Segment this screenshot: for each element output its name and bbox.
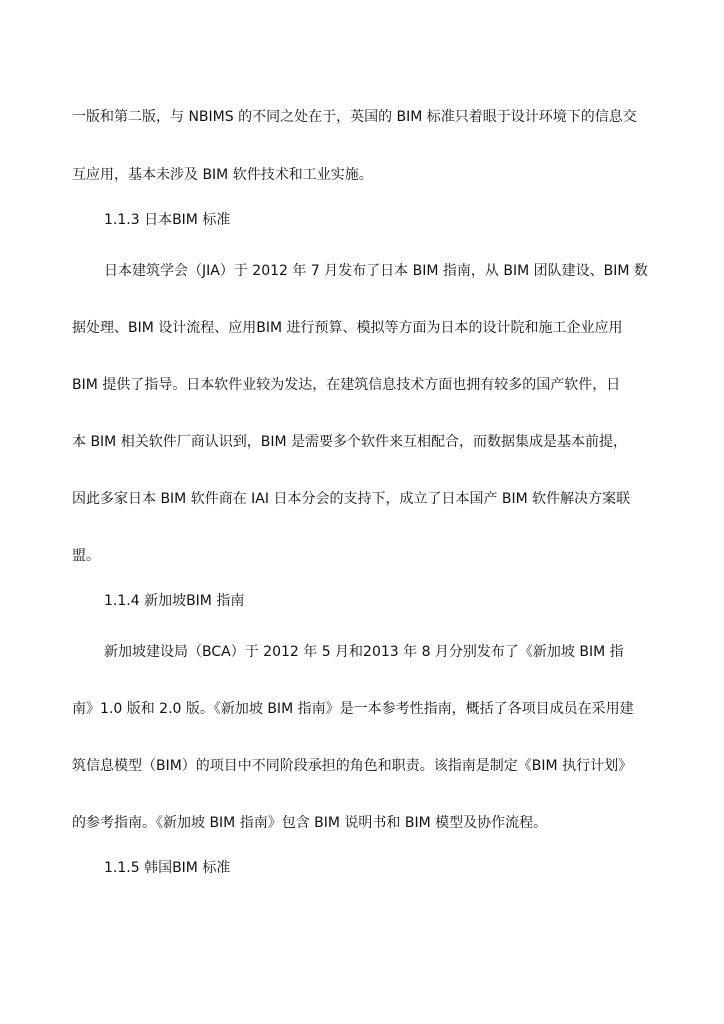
paragraph-line: 新加坡建设局（BCA）于 2012 年 5 月和2013 年 8 月分别发布了《新加坡 BIM 指 (104, 644, 624, 660)
section-heading-korea: 1.1.5 韩国BIM 标准 (104, 860, 231, 876)
paragraph-line: 的参考指南。《新加坡 BIM 指南》包含 BIM 说明书和 BIM 模型及协作流程。 (72, 815, 548, 831)
paragraph-line: 据处理、BIM 设计流程、应用BIM 进行预算、模拟等方面为日本的设计院和施工企业应用 (72, 320, 623, 336)
section-heading-singapore: 1.1.4 新加坡BIM 指南 (104, 593, 245, 609)
paragraph-line: 本 BIM 相关软件厂商认识到，BIM 是需要多个软件来互相配合，而数据集成是基本前提， (72, 434, 627, 450)
paragraph-line: 因此多家日本 BIM 软件商在 IAI 日本分会的支持下，成立了日本国产 BIM 软件解决方案联 (72, 491, 631, 507)
paragraph-line: 南》1.0 版和 2.0 版。《新加坡 BIM 指南》是一本参考性指南，概括了各项目成员在采用建 (72, 701, 634, 717)
paragraph-line: 筑信息模型（BIM）的项目中不同阶段承担的角色和职责。该指南是制定《BIM 执行计划》 (72, 758, 633, 774)
paragraph-line: 一版和第二版，与 NBIMS 的不同之处在于，英国的 BIM 标准只着眼于设计环境下的信息交 (72, 109, 637, 125)
paragraph-line: BIM 提供了指导。日本软件业较为发达，在建筑信息技术方面也拥有较多的国产软件，日 (72, 377, 621, 393)
section-heading-japan: 1.1.3 日本BIM 标准 (104, 212, 231, 228)
paragraph-line: 互应用，基本未涉及 BIM 软件技术和工业实施。 (72, 167, 373, 183)
paragraph-line: 日本建筑学会（JIA）于 2012 年 7 月发布了日本 BIM 指南，从 BIM 团队建设、BIM 数 (104, 263, 648, 279)
paragraph-line: 盟。 (72, 548, 100, 564)
